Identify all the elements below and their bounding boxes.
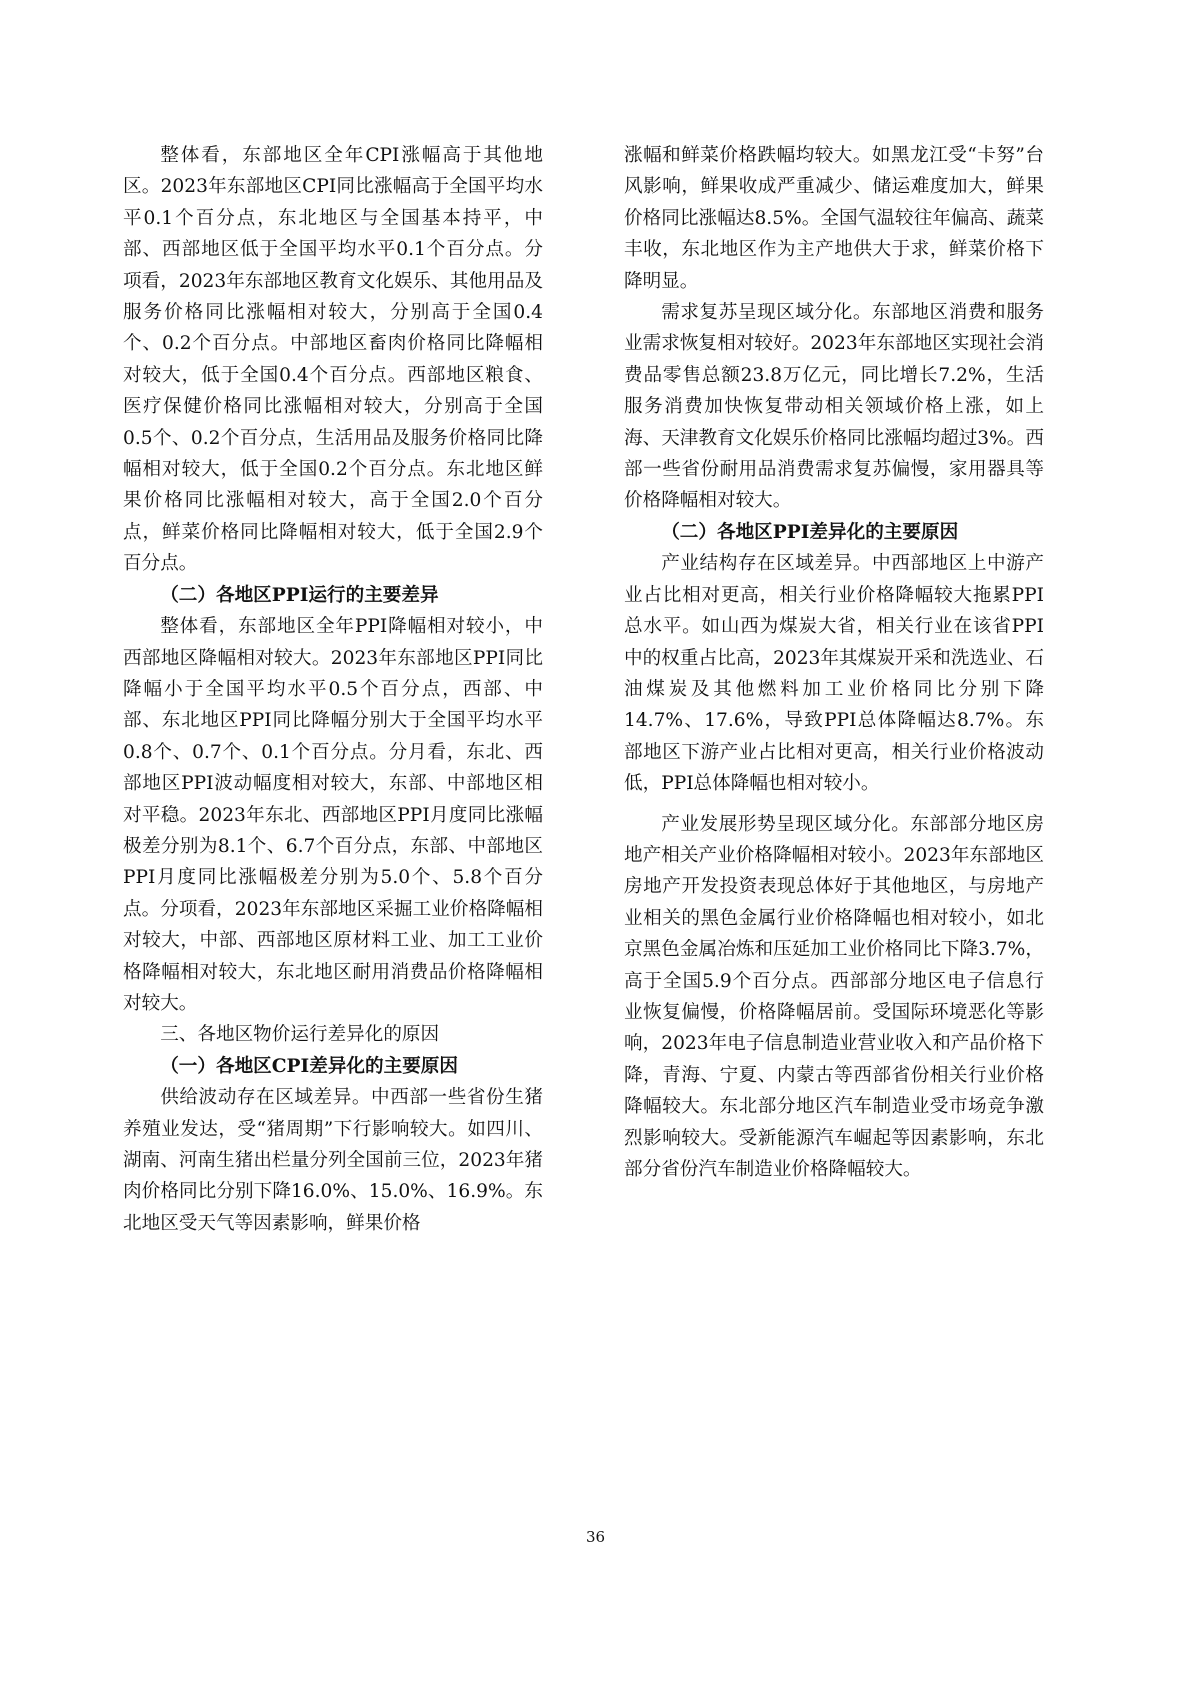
paragraph-ppi-overview: 整体看，东部地区全年PPI降幅相对较小，中西部地区降幅相对较大。2023年东部地区PPI同比降幅小于全国平均水平0.5个百分点，西部、中部、东北地区PPI同比降幅分别大于全国平均水平0.8个、0.7个、0.1个百分点。分月看，东北、西部地区PPI波动幅度相对较大，东部、中部地区相对平稳。2023年东北、西部地区PPI月度同比涨幅极差分别为8.1个、6.7个百分点，东部、中部地区PPI月度同比涨幅极差分别为5.0个、5.8个百分点。分项看，2023年东部地区采掘工业价格降幅相对较大，中部、西部地区原材料工业、加工工业价格降幅相对较大，东北地区耐用消费品价格降幅相对较大。 — [123, 616, 543, 1014]
paragraph-supply-fluctuation: 供给波动存在区域差异。中西部一些省份生猪养殖业发达，受“猪周期”下行影响较大。如四川、湖南、河南生猪出栏量分列全国前三位，2023年猪肉价格同比分别下降16.0%、15.0%、16.9%。东北地区受天气等因素影响，鲜果价格 — [123, 1087, 543, 1234]
page-number: 36 — [585, 1528, 606, 1546]
paragraph-fruit-vegetable-continued: 涨幅和鲜菜价格跌幅均较大。如黑龙江受“卡努”台风影响，鲜果收成严重减少、储运难度加大，鲜果价格同比涨幅达8.5%。全国气温较往年偏高、蔬菜丰收，东北地区作为主产地供大于求，鲜菜价格下降明显。 — [624, 145, 1044, 292]
heading-cpi-reasons: （一）各地区CPI差异化的主要原因 — [160, 1055, 458, 1077]
paragraph-cpi-overview: 整体看，东部地区全年CPI涨幅高于其他地区。2023年东部地区CPI同比涨幅高于全国平均水平0.1个百分点，东北地区与全国基本持平，中部、西部地区低于全国平均水平0.1个百分点。分项看，2023年东部地区教育文化娱乐、其他用品及服务价格同比涨幅相对较大，分别高于全国0.4个、0.2个百分点。中部地区畜肉价格同比降幅相对较大，低于全国0.4个百分点。西部地区粮食、医疗保健价格同比涨幅相对较大，分别高于全国0.5个、0.2个百分点，生活用品及服务价格同比降幅相对较大，低于全国0.2个百分点。东北地区鲜果价格同比涨幅相对较大，高于全国2.0个百分点，鲜菜价格同比降幅相对较大，低于全国2.9个百分点。 — [123, 145, 543, 575]
paragraph-demand-recovery: 需求复苏呈现区域分化。东部地区消费和服务业需求恢复相对较好。2023年东部地区实现社会消费品零售总额23.8万亿元，同比增长7.2%，生活服务消费加快恢复带动相关领域价格上涨，如上海、天津教育文化娱乐价格同比涨幅均超过3%。西部一些省份耐用品消费需求复苏偏慢，家用器具等价格降幅相对较大。 — [624, 302, 1044, 512]
left-column — [123, 140, 543, 1239]
right-column — [624, 140, 1044, 1185]
heading-ppi-differences: （二）各地区PPI运行的主要差异 — [160, 584, 439, 606]
paragraph-industrial-structure: 产业结构存在区域差异。中西部地区上中游产业占比相对更高，相关行业价格降幅较大拖累PPI总水平。如山西为煤炭大省，相关行业在该省PPI中的权重占比高，2023年其煤炭开采和洗选业、石油煤炭及其他燃料加工业价格同比分别下降14.7%、17.6%，导致PPI总体降幅达8.7%。东部地区下游产业占比相对更高，相关行业价格波动低，PPI总体降幅也相对较小。 — [624, 553, 1044, 795]
paragraph-industry-development: 产业发展形势呈现区域分化。东部部分地区房地产相关产业价格降幅相对较小。2023年东部地区房地产开发投资表现总体好于其他地区，与房地产业相关的黑色金属行业价格降幅也相对较小，如北京黑色金属冶炼和压延加工业价格同比下降3.7%，高于全国5.9个百分点。西部部分地区电子信息行业恢复偏慢，价格降幅居前。受国际环境恶化等影响，2023年电子信息制造业营业收入和产品价格下降，青海、宁夏、内蒙古等西部省份相关行业价格降幅较大。东北部分地区汽车制造业受市场竞争激烈影响较大。受新能源汽车崛起等因素影响，东北部分省份汽车制造业价格降幅较大。 — [624, 813, 1044, 1180]
heading-section-3: 三、各地区物价运行差异化的原因 — [160, 1024, 440, 1046]
heading-ppi-reasons: （二）各地区PPI差异化的主要原因 — [661, 521, 959, 543]
